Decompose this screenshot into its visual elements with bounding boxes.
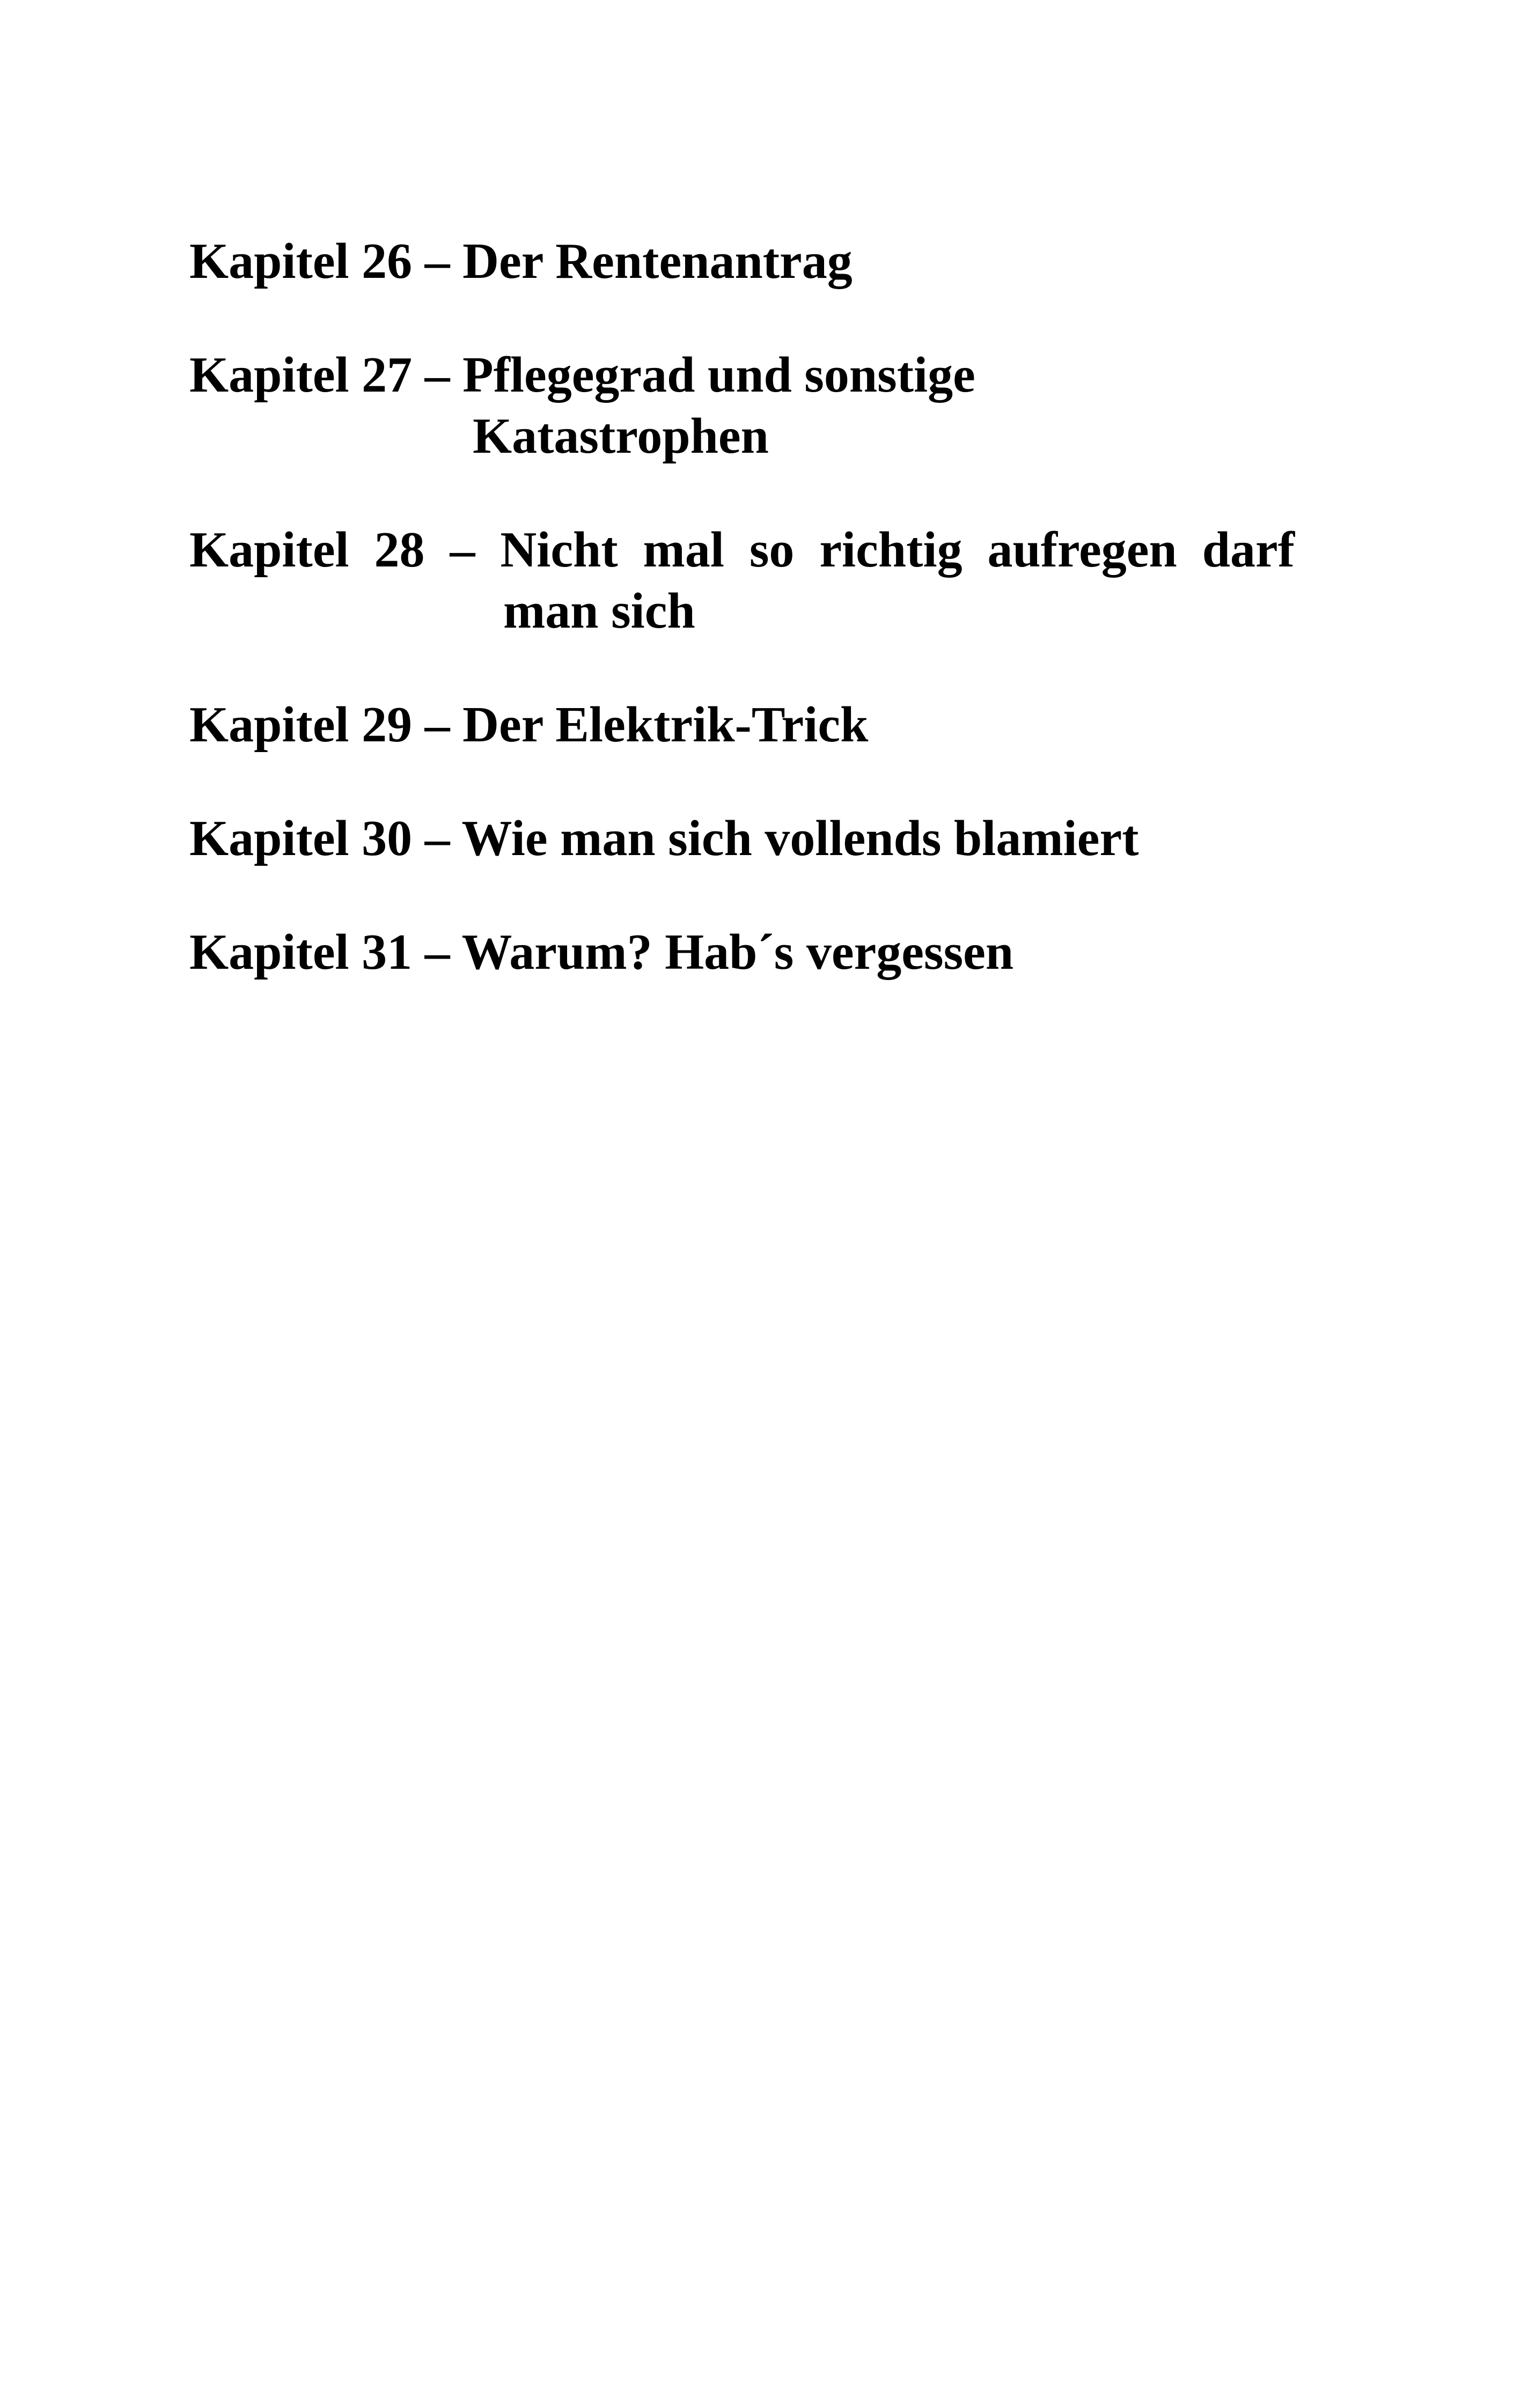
toc-entry-line: Kapitel 29 – Der Elektrik-Trick [189,697,869,753]
table-of-contents [189,231,1295,1035]
toc-entry-kapitel-30 [189,808,1295,869]
toc-entry-kapitel-29 [189,694,1295,755]
toc-entry-line: Kapitel 27 – Pflegegrad und sonstige [189,347,975,403]
toc-entry-line: Kapitel 30 – Wie man sich vollends blamiert [189,811,1139,866]
toc-entry-kapitel-28 [189,519,1295,642]
toc-entry-line: Kapitel 28 – Nicht mal so richtig aufregen darf [189,522,1295,578]
toc-entry-continuation-line: Katastrophen [473,408,769,464]
toc-entry-line: Kapitel 26 – Der Rentenantrag [189,233,853,289]
toc-entry-line: Kapitel 31 – Warum? Hab´s vergessen [189,924,1014,980]
toc-entry-continuation-line: man sich [503,583,695,639]
toc-entry-kapitel-31 [189,922,1295,983]
toc-entry-kapitel-27 [189,344,1295,467]
toc-entry-kapitel-26 [189,231,1295,292]
